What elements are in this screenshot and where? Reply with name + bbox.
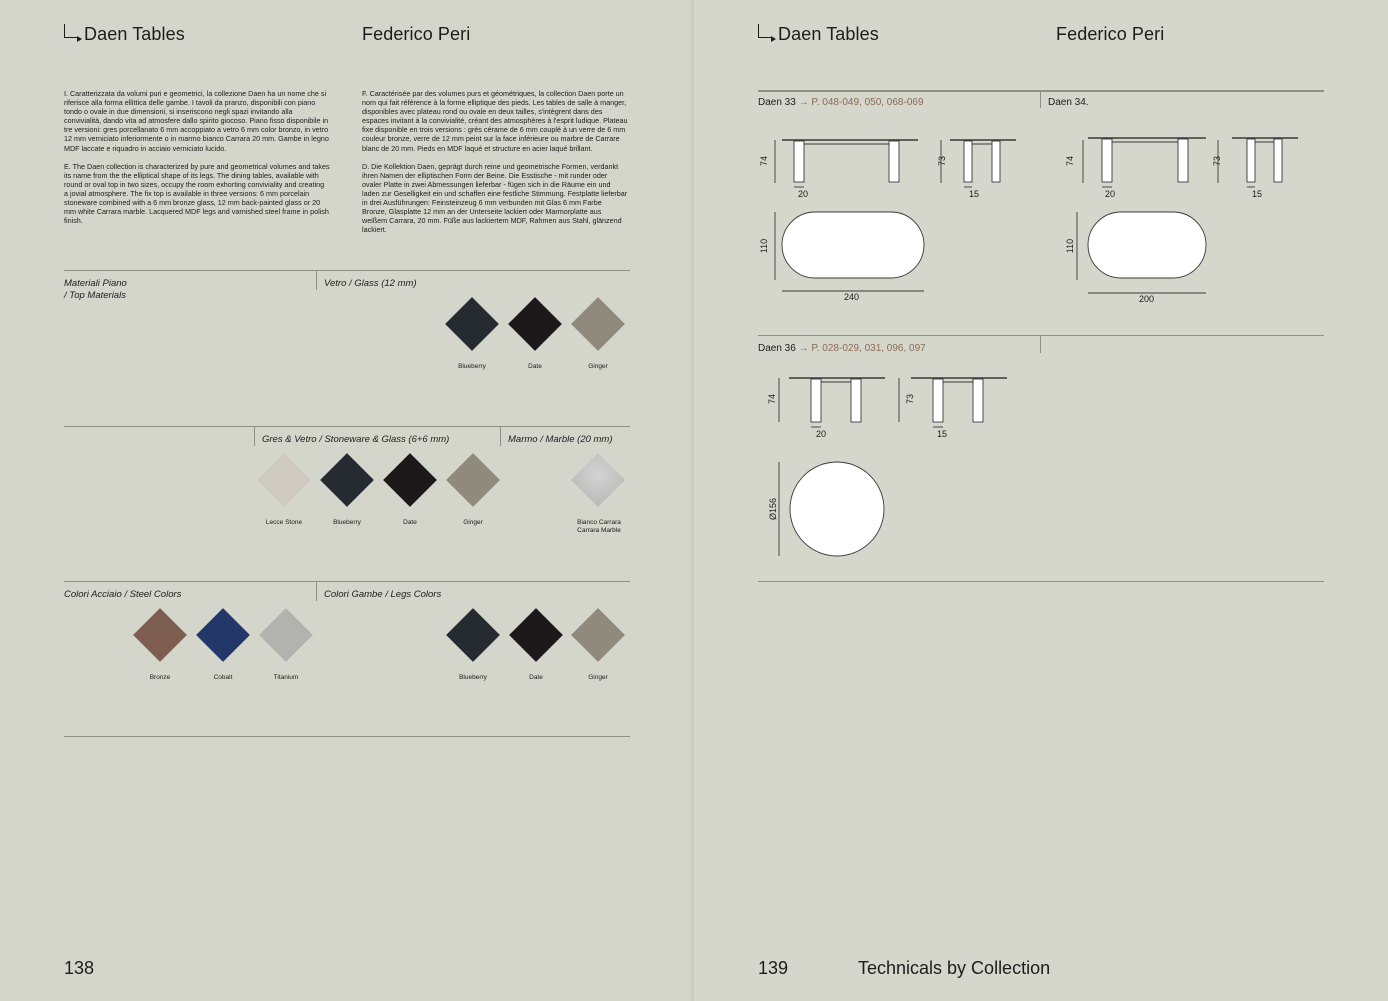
swatch-blueberry [445, 297, 499, 351]
left-header-collection [64, 24, 185, 45]
materials-label [64, 278, 127, 301]
dim-height-front: 74 [1065, 156, 1075, 167]
text-german: D. Die Kollektion Daen, geprägt durch reine und geometrische Formen, verdankt ihren Namen der elliptischen Form der Beine. Die Esstische - mit runder oder ovaler Platte in zwei Abmessungen lieferbar - fügen sich in die Räume ein und laden zur Geselligkeit ein und schaffen eine festliche Stimmung. Festplatte lieferbar in drei Ausführungen: Feinsteinzeug 6 mm verbunden mit Glas 6 mm Farbe Bronze, Glasplatte 12 mm an der Unterseite lackiert oder Marmorplatte aus weißem Carrara, 20 mm. Füße aus lackiertem MDF, Rahmen aus Stahl, glänzend lackiert. [362, 161, 628, 235]
dim-depth: 110 [759, 238, 769, 254]
dim-length: 200 [1139, 294, 1155, 304]
swatch-caption: Lecce Stone [265, 519, 303, 526]
dim-leg-width-side: 15 [1252, 189, 1263, 199]
swatch-ginger [571, 297, 625, 351]
swatch-cobalt [196, 608, 250, 662]
text-column-left [64, 89, 330, 234]
table-leg [1247, 139, 1255, 182]
swatch-blueberry [320, 453, 374, 507]
divider-vertical [316, 581, 317, 601]
dim-diameter: Ø156 [768, 497, 778, 521]
marble-label: Marmo / Marble (20 mm) [508, 434, 613, 445]
divider [758, 90, 1324, 92]
swatch-caption: Date [403, 519, 417, 526]
left-header-designer: Federico Peri [362, 24, 471, 44]
daen33-title [758, 97, 924, 108]
text-italian: I. Caratterizzata da volumi puri e geometrici, la collezione Daen ha un nome che si riferisce alla forma ellittica delle gambe. I tavoli da pranzo, disponibili con piano tondo o ovale in due dimensioni, si inseriscono negli spazi invitando alla convivialità, dando vita ad atmosfere dallo spirito giocoso. Piano fisso disponibile in tre versioni: gres porcellanato 6 mm accoppiato a vetro 6 mm color bronzo, in vetro 12 mm verniciato inferiormente o in marmo bianco Carrara 20 mm. Gambe in legno MDF laccate e riquadro in acciaio verniciato lucido. [64, 89, 329, 153]
corner-arrow-icon [758, 24, 772, 38]
swatch-titanium [259, 608, 313, 662]
swatch-caption: Date [528, 363, 542, 370]
table-leg [889, 141, 899, 182]
table-leg [811, 379, 821, 422]
divider [758, 335, 1324, 336]
table-leg [973, 379, 983, 422]
collection-title: Daen Tables [778, 24, 879, 44]
collection-title: Daen Tables [84, 24, 185, 44]
dim-leg-width: 20 [1105, 189, 1116, 199]
glass-label: Vetro / Glass (12 mm) [324, 278, 417, 289]
daen33-name: Daen 33 [758, 97, 796, 108]
daen34-title: Daen 34. [1048, 97, 1089, 108]
table-top-plan [1088, 212, 1206, 278]
swatch-caption: Blueberry [333, 519, 361, 526]
table-top-plan [782, 212, 924, 278]
table-leg [794, 141, 804, 182]
daen36-page-ref: → P. 028-029, 031, 096, 097 [798, 343, 926, 354]
divider [758, 581, 1324, 582]
table-leg [992, 141, 1000, 182]
swatch-caption: Cobalt [213, 674, 233, 681]
swatch-caption: Ginger [588, 674, 608, 681]
divider-vertical [254, 426, 255, 446]
text-english: E. The Daen collection is characterized by pure and geometrical volumes and takes its name from the the elliptical shape of its legs. The dining tables, available with round or oval top in two sizes, occupy the room exhorting conviviality and creating a jovial atmosphere. The fix top is available in three versions: 6 mm porcelain stoneware combined with a 6 mm bronze glass, 12 mm back-painted glass or 20 mm white Carrara marble. Lacquered MDF legs and varnished steel frame in polish finish. [64, 161, 330, 226]
dim-height-front: 74 [759, 156, 769, 167]
daen36-drawing [758, 360, 1038, 580]
table-leg [964, 141, 972, 182]
daen33-page-ref: → P. 048-049, 050, 068-069 [798, 97, 924, 108]
dim-leg-width-side: 15 [937, 429, 948, 439]
table-leg [933, 379, 943, 422]
swatch-carrara-marble [571, 453, 625, 507]
legs-label: Colori Gambe / Legs Colors [324, 589, 442, 600]
swatch-ginger [446, 453, 500, 507]
page-number: 139 [758, 958, 789, 978]
gres-label: Gres & Vetro / Stoneware & Glass (6+6 mm) [262, 434, 450, 445]
swatch-caption: Date [529, 674, 543, 681]
swatch-caption: Blueberry [459, 674, 487, 681]
swatch-ginger [571, 608, 625, 662]
swatch-caption: Blueberry [458, 363, 486, 370]
page-number: 138 [64, 958, 95, 978]
swatch-caption: Ginger [463, 519, 483, 526]
divider [64, 736, 630, 737]
divider [64, 426, 630, 427]
right-header-collection [758, 24, 879, 45]
materials-label-en: / Top Materials [64, 289, 126, 301]
swatch-date [509, 608, 563, 662]
divider-vertical [500, 426, 501, 446]
divider-vertical [1040, 91, 1041, 108]
swatch-caption: Ginger [588, 363, 608, 370]
daen36-title [758, 343, 926, 354]
steel-label: Colori Acciaio / Steel Colors [64, 589, 182, 600]
dim-length: 240 [844, 292, 860, 302]
footer-section-title: Technicals by Collection [858, 958, 1051, 978]
swatch-lecce-stone [257, 453, 311, 507]
materials-label-it: Materiali Piano [64, 278, 127, 289]
right-header-designer: Federico Peri [1056, 24, 1165, 44]
table-leg [1102, 139, 1112, 182]
swatch-date [383, 453, 437, 507]
swatch-bronze [133, 608, 187, 662]
dim-leg-width-side: 15 [969, 189, 980, 199]
daen34-drawing [1066, 120, 1326, 320]
swatch-date [508, 297, 562, 351]
dim-depth: 110 [1065, 238, 1075, 254]
table-top-plan [790, 462, 884, 556]
marble-name-en: Carrara Marble [577, 527, 621, 534]
dim-height-side: 73 [937, 156, 947, 167]
dim-height-front: 74 [767, 394, 777, 405]
text-french: F. Caractérisée par des volumes purs et géométriques, la collection Daen porte un nom qui fait référence à la forme elliptique des pieds. Les tables de salle à manger, disponibles avec plateau rond ou ovale en deux tailles, s'intègrent dans des espaces invitant à la convivialité, créant des atmosphères à l'esprit ludique. Plateau fixe disponible en trois versions : grès cérame de 6 mm couplé à un verre de 6 mm couleur bronze, verre de 12 mm peint sur la face inférieure ou marbre de Carrare blanc de 20 mm. Pieds en MDF laqué et structure en acier laqué brillant. [362, 89, 628, 153]
table-leg [1178, 139, 1188, 182]
swatch-caption [559, 519, 639, 535]
divider [64, 581, 630, 582]
swatch-blueberry [446, 608, 500, 662]
daen36-name: Daen 36 [758, 343, 796, 354]
dim-height-side: 73 [1212, 156, 1222, 167]
divider [64, 270, 630, 271]
divider-vertical [316, 270, 317, 290]
daen33-drawing [758, 120, 1038, 320]
swatch-caption: Titanium [273, 674, 299, 681]
table-leg [851, 379, 861, 422]
right-page [694, 0, 1388, 1001]
dim-height-side: 73 [905, 394, 915, 405]
text-column-right [362, 89, 628, 243]
table-leg [1274, 139, 1282, 182]
corner-arrow-icon [64, 24, 78, 38]
swatch-caption: Bronze [149, 674, 171, 681]
divider-vertical [1040, 336, 1041, 353]
marble-name-it: Bianco Carrara [577, 519, 621, 526]
dim-leg-width: 20 [798, 189, 809, 199]
dim-leg-width: 20 [816, 429, 827, 439]
